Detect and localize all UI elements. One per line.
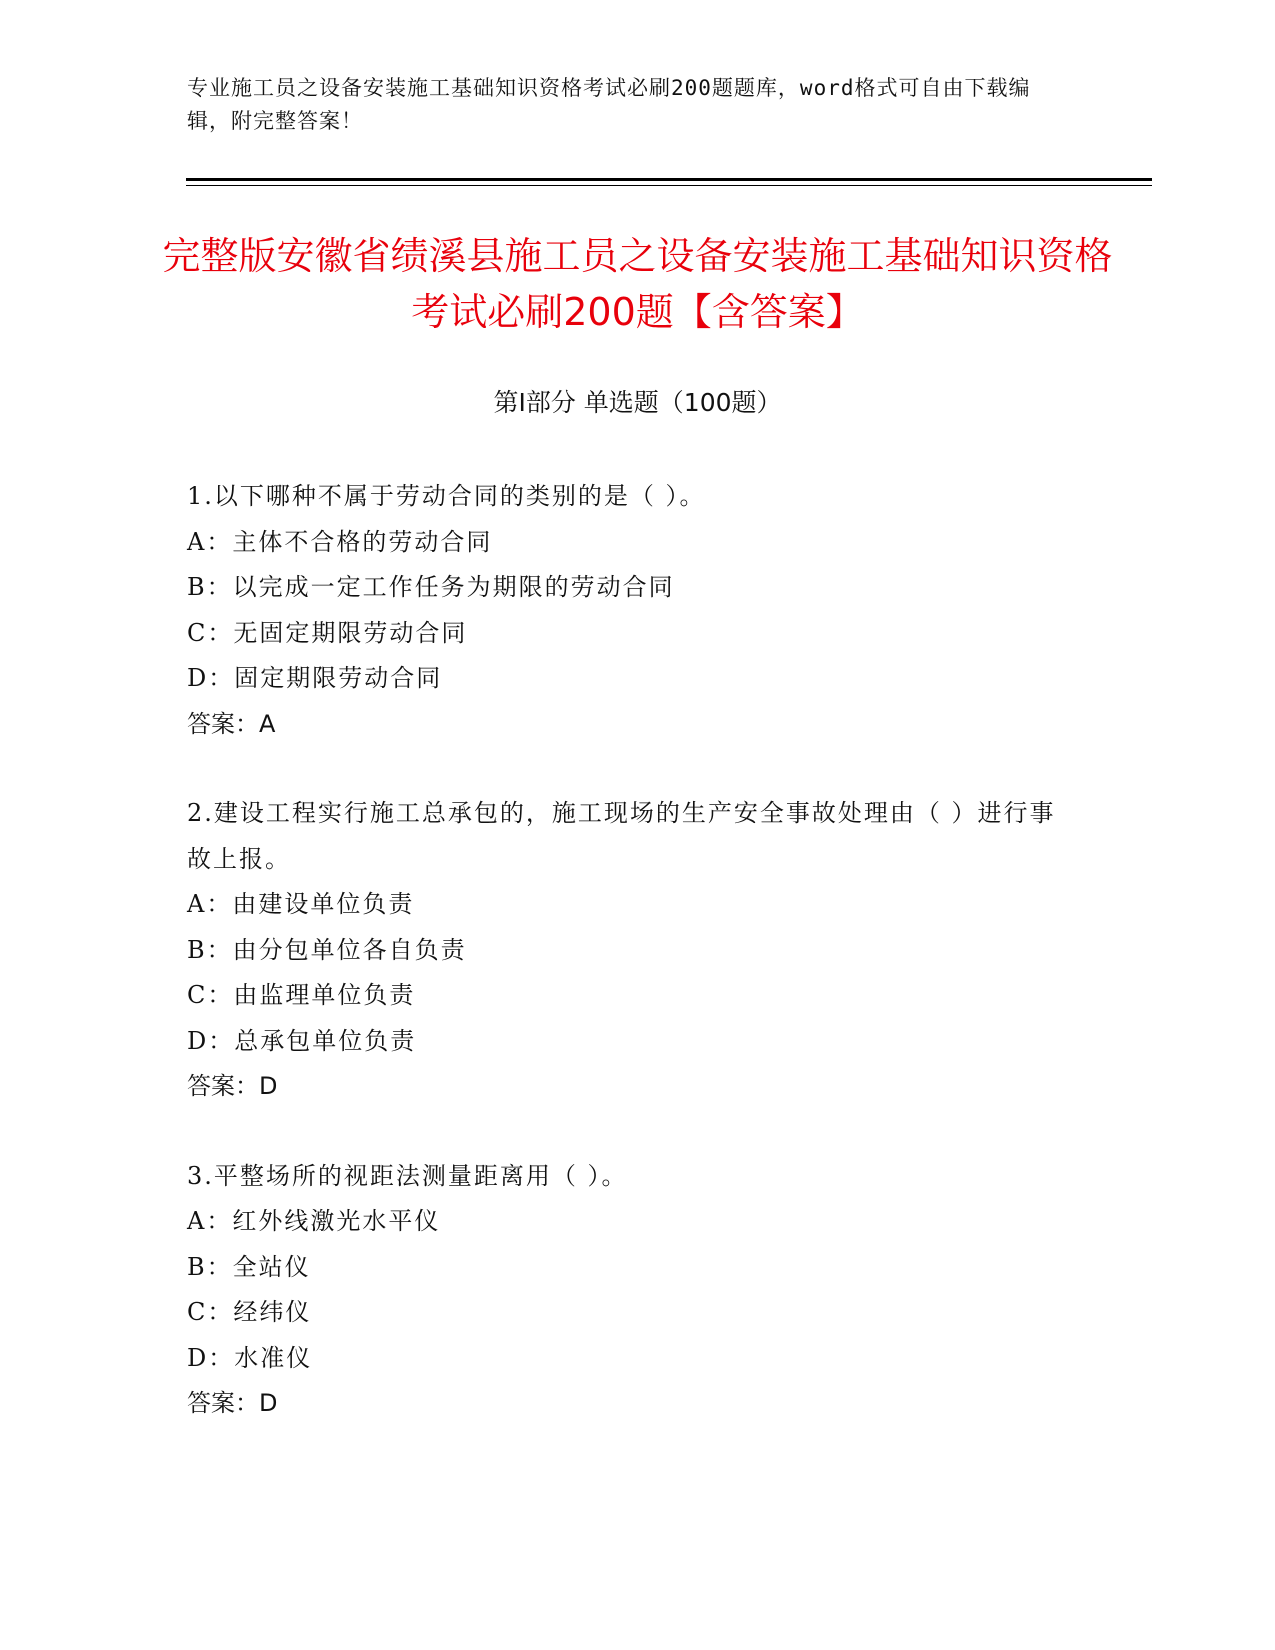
section-title: 第I部分 单选题（100题） <box>493 388 782 417</box>
document-title: 完整版安徽省绩溪县施工员之设备安装施工基础知识资格考试必刷200题【含答案】 <box>162 234 1113 334</box>
option-a: A：主体不合格的劳动合同 <box>187 527 493 556</box>
option-a: A：由建设单位负责 <box>187 890 415 918</box>
option-d: D：固定期限劳动合同 <box>187 664 443 692</box>
question-stem: 1.以下哪种不属于劳动合同的类别的是（ ）。 <box>187 482 706 510</box>
option-d: D：总承包单位负责 <box>187 1026 417 1055</box>
option-c: C：由监理单位负责 <box>187 981 416 1009</box>
option-d: D：水准仪 <box>187 1343 313 1372</box>
option-c: C：经纬仪 <box>187 1298 312 1326</box>
question-1 <box>187 474 1087 747</box>
option-b: B：以完成一定工作任务为期限的劳动合同 <box>187 573 675 601</box>
question-stem: 3.平整场所的视距法测量距离用（ ）。 <box>187 1161 628 1190</box>
option-b: B：全站仪 <box>187 1252 311 1281</box>
question-list <box>187 474 1087 1471</box>
answer: 答案：D <box>187 1072 278 1100</box>
header-divider-thin <box>186 185 1152 186</box>
option-a: A：红外线激光水平仪 <box>187 1207 441 1235</box>
header-divider-thick <box>186 178 1152 181</box>
answer: 答案：D <box>187 1389 278 1417</box>
question-2 <box>187 791 1087 1110</box>
option-c: C：无固定期限劳动合同 <box>187 618 468 647</box>
header-note: 专业施工员之设备安装施工基础知识资格考试必刷200题题库，word格式可自由下载编辑，附完整答案！ <box>187 76 1031 133</box>
question-3 <box>187 1154 1087 1427</box>
answer: 答案：A <box>187 709 276 738</box>
question-stem: 2.建设工程实行施工总承包的，施工现场的生产安全事故处理由（ ）进行事故上报。 <box>187 799 1056 873</box>
option-b: B：由分包单位各自负责 <box>187 935 467 964</box>
